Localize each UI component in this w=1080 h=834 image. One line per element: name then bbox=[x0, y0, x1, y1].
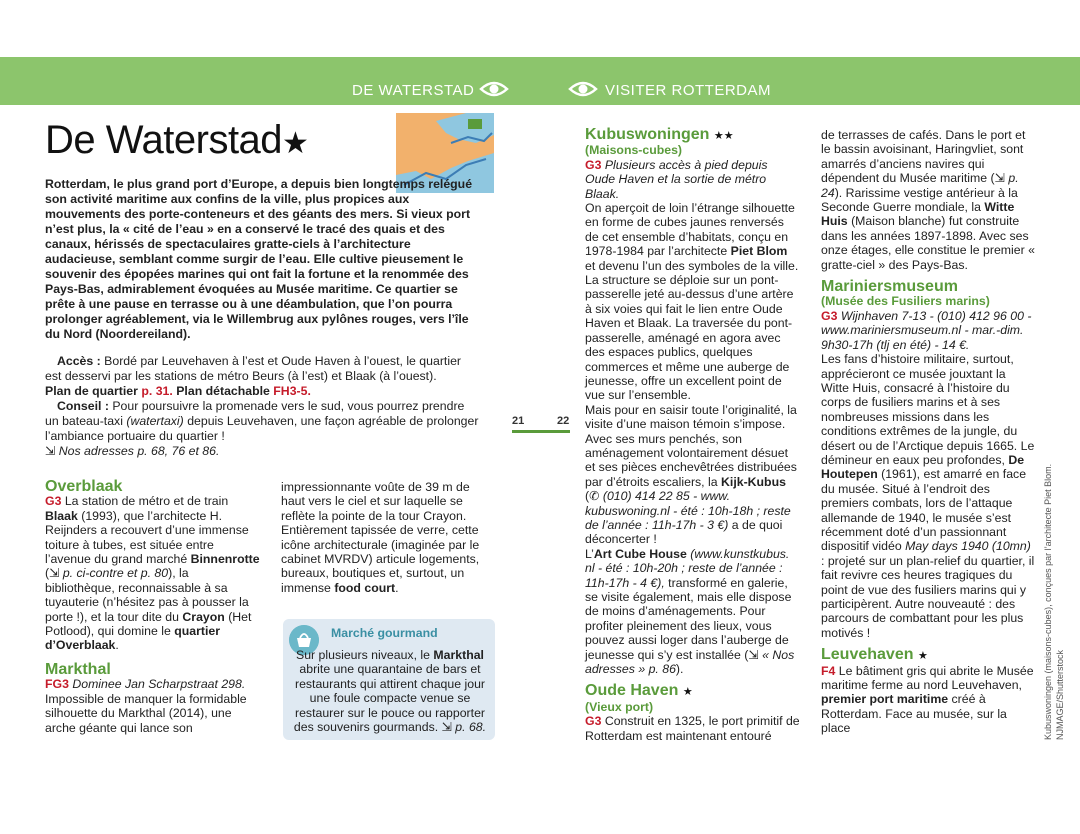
heading-leuvehaven: Leuvehaven ★ bbox=[821, 646, 928, 664]
banner-left-label: DE WATERSTAD bbox=[352, 82, 475, 99]
column-overblaak: Overblaak G3 La station de métro et de train Blaak (1993), que l’architecte H. Reijnders a recouvert d’une immense toiture à tubes, est située entre l’avenue du grand marché Binnenrotte (⇲ p. ci-contre et p. 80), la bibliothèque, reconnaissable à sa tuyauterie (n’hésitez pas à pousser la porte !), et la tour dite du Crayon (Het Potlood), qui domine le quartier d’Overblaak. Markthal FG3 Dominee Jan Scharpstraat 298. Impossible de manquer la formidable silhouette du Markthal (2014), une arche géante qui lance son bbox=[45, 478, 260, 735]
heading-oude-haven: Oude Haven ★ bbox=[585, 682, 693, 700]
box-title: Marché gourmand bbox=[331, 626, 438, 640]
photo-credit: Kubuswoningen (maisons-cubes), conçues par l’architecte Piet Blom. NJMAGE/Shutterstock bbox=[1043, 463, 1065, 740]
box-text: Sur plusieurs niveaux, le Markthal abrite une quarantaine de bars et restaurants qui attirent chaque jour une foule compacte venue se restaurer sur le pouce ou rapporter des souvenirs gourmands. ⇲ p. 68. bbox=[293, 648, 487, 735]
plan-quartier-link[interactable]: p. 31. bbox=[141, 384, 173, 398]
plan-detachable-link[interactable]: FH3-5. bbox=[273, 384, 311, 398]
address-icon: ⇲ bbox=[45, 444, 56, 458]
intro-paragraph: Rotterdam, le plus grand port d’Europe, a depuis bien longtemps relégué son activité maritime aux confins de la ville, plus propices aux mouvements des porte-conteneurs et des géants des mers. Si vieux port n’est plus, la « cité de l’eau » en a conservé le tracé des quais et des canaux, hérissés de spectaculaires gratte-ciels à l’architecture audacieuse, semblant comme surgir de l’eau. Elle cultive pieusement le souvenir des épopées marines qui ont fait la fortune et la renommée des Pays-Bas, admirablement évoquées au Musée maritime. Ce quartier se prête à une pause en terrasse ou à une déambulation, que l’on pourra prolonger agréablement, via le Willembrug aux pylônes rouges, vers l’île du Nord (Noordereiland). bbox=[45, 177, 473, 341]
section-banner bbox=[0, 57, 1080, 105]
column-right: de terrasses de cafés. Dans le port et le bassin avoisinant, Haringvliet, sont amarrés d’anciens navires qui dépendent du Musée maritime (⇲ p. 24). Rarissime vestige antérieur à la Seconde Guerre mondiale, la Witte Huis (Maison blanche) fut construite dans les années 1897-1898. Avec ses onze étages, elle constitue le premier « gratte-ciel » des Pays-Bas. Mariniersmuseum (Musée des Fusiliers marins) G3 Wijnhaven 7-13 - (010) 412 96 00 - www.mariniersmuseum.nl - mar.-dim. 9h30-17h (tlj en été) - 14 €. Les fans d’histoire militaire, surtout, apprécieront ce musée jouxtant la Witte Huis, consacré à l’histoire du corps de fusiliers marins et à ses nombreuses missions dans les conditions extrêmes de la jungle, du désert ou de l’Arctique depuis 1665. Le démineur en eaux peu profondes, De Houtepen (1961), est amarré en face du musée. Situé à l’endroit des premiers combats, lors de l’attaque allemande de 1940, le musée s’est récemment doté d’un passionnant dispositif vidéo May days 1940 (10mn) : projeté sur un plan-relief du quartier, il fait revivre ces heures tragiques du point de vue des fusiliers marins qui y participèrent. Autre nouveauté : des parcours de combattant pour les plus motivés ! Leuvehaven ★ F4 Le bâtiment gris qui abrite le Musée maritime ferme au nord Leuvehaven, premier port maritime créé à Rotterdam. Face au musée, sur la place bbox=[821, 128, 1035, 736]
eye-icon bbox=[479, 79, 509, 99]
banner-right-label: VISITER ROTTERDAM bbox=[605, 82, 772, 99]
heading-markthal: Markthal bbox=[45, 660, 111, 678]
title-star: ★ bbox=[282, 127, 309, 160]
heading-mariniersmuseum: Mariniersmuseum bbox=[821, 278, 958, 296]
page-number-left: 21 bbox=[512, 415, 525, 427]
column-markthal-cont: impressionnante voûte de 39 m de haut vers le ciel et sur laquelle se reflète la pointe de la tour Crayon. Entièrement tapissée de verre, cette icône architecturale (imaginée par le cabinet MVRDV) articule logements, bureaux, boutiques et, surtout, un immense food court. bbox=[281, 480, 480, 595]
subheading-vieux-port: (Vieux port) bbox=[585, 699, 654, 714]
subheading-maisons-cubes: (Maisons-cubes) bbox=[585, 143, 683, 158]
practical-info: Accès : Bordé par Leuvehaven à l’est et Oude Haven à l’ouest, le quartier est desservi par les stations de métro Beurs (à l’est) et Blaak (à l’ouest). Plan de quartier p. 31. Plan détachable FH3-5. Conseil : Pour poursuivre la promenade vers le sud, vous pourrez prendre un bateau-taxi (watertaxi) depuis Leuvehaven, une façon agréable de prolonger l’ambiance portuaire du quartier ! ⇲ Nos adresses p. 68, 76 et 86. bbox=[45, 354, 479, 458]
heading-overblaak: Overblaak bbox=[45, 478, 123, 495]
page-number-right: 22 bbox=[557, 415, 570, 427]
heading-kubuswoningen: Kubuswoningen ★★ bbox=[585, 126, 734, 143]
column-kubus: Kubuswoningen ★★ (Maisons-cubes) G3 Plusieurs accès à pied depuis Oude Haven et la sortie de métro Blaak. On aperçoit de loin l’étrange silhouette en forme de cubes jaunes renversés de cet ensemble d’habitats, conçu en 1978-1984 par l’architecte Piet Blom et devenu l’un des symboles de la ville. La structure se déploie sur un pont-passerelle jeté au-dessus d’une artère à six voies qui fait le lien entre Oude Haven et Blaak. La traversée du pont-passerelle, aménagé en agora avec des espaces publics, quelques commerces et même une auberge de jeunesse, offre un excellent point de vue sur l’ensemble. Mais pour en saisir toute l’originalité, la visite d’une maison témoin s’impose. Avec ses murs penchés, son aménagement volontairement désuet et ses pièces enchevêtrées distribuées par d’étroits escaliers, la Kijk-Kubus (✆ (010) 414 22 85 - www. kubuswoning.nl - été : 10h-18h ; reste de l’année : 11h-17h - 3 €) a de quoi déconcerter ! L’Art Cube House (www.kunstkubus. nl - été : 10h-20h ; reste de l’année : 11h-17h - 4 €), transformé en galerie, se visite également, mais elle dispose de moins d’aménagements. Pour profiter pleinement des lieux, vous pouvez aussi loger dans l’auberge de jeunesse qui s’y est installée (⇲ « Nos adresses » p. 86). Oude Haven ★ (Vieux port) G3 Construit en 1325, le port primitif de Rotterdam est maintenant entouré bbox=[585, 126, 800, 743]
eye-icon bbox=[568, 79, 598, 99]
subheading-fusiliers: (Musée des Fusiliers marins) bbox=[821, 294, 990, 309]
page-title: De Waterstad★ bbox=[45, 118, 309, 162]
page-divider bbox=[512, 430, 570, 433]
